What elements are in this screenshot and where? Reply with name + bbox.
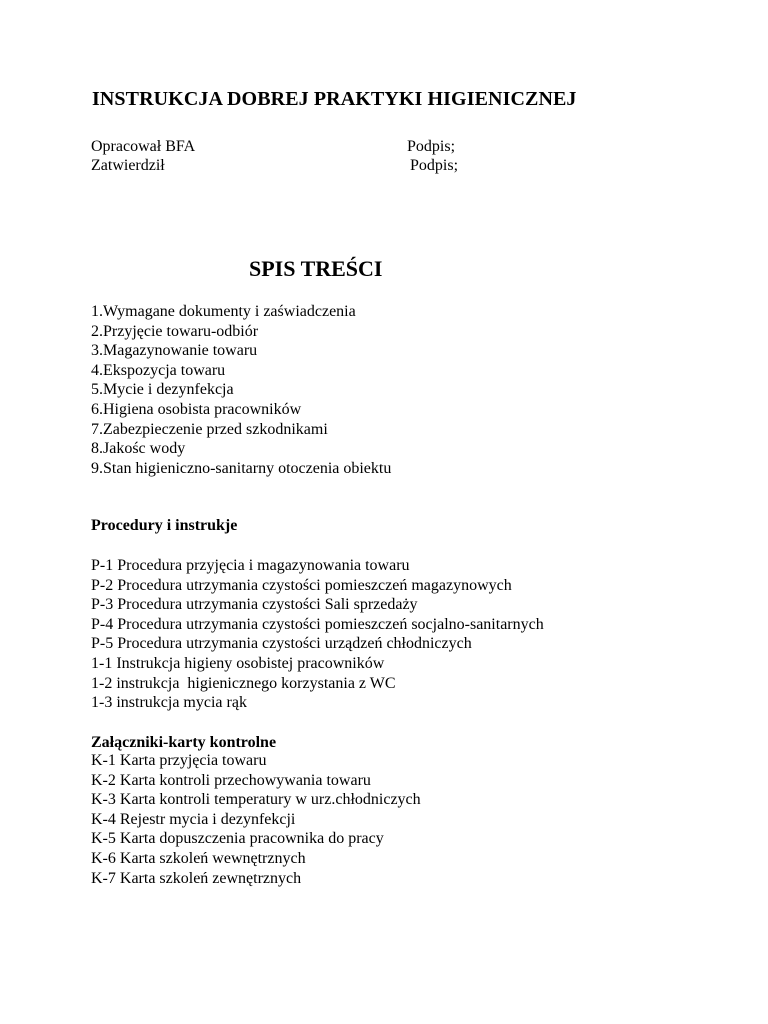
procedure-item: 1-1 Instrukcja higieny osobistej pracowników <box>91 654 385 672</box>
attachments-heading: Załączniki-karty kontrolne <box>91 734 277 751</box>
procedures-heading: Procedury i instrukje <box>91 517 238 534</box>
toc-item: 1.Wymagane dokumenty i zaświadczenia <box>91 303 356 320</box>
procedure-item: P-2 Procedura utrzymania czystości pomieszczeń magazynowych <box>91 576 512 594</box>
toc-item: 4.Ekspozycja towaru <box>91 361 226 379</box>
toc-item: 8.Jakośc wody <box>91 440 186 458</box>
procedure-item: 1-3 instrukcja mycia rąk <box>91 694 247 712</box>
toc-item: 7.Zabezpieczenie przed szkodnikami <box>91 420 328 438</box>
attachment-item: K-2 Karta kontroli przechowywania towaru <box>91 771 371 789</box>
toc-item: 2.Przyjęcie towaru-odbiór <box>91 322 259 340</box>
attachment-item: K-5 Karta dopuszczenia pracownika do pracy <box>91 830 384 848</box>
toc-title: SPIS TREŚCI <box>249 256 383 281</box>
signature-label-approved: Podpis; <box>410 157 459 174</box>
document-title: INSTRUKCJA DOBREJ PRAKTYKI HIGIENICZNEJ <box>92 88 577 110</box>
toc-item: 9.Stan higieniczno-sanitarny otoczenia obiektu <box>91 459 392 477</box>
prepared-by-label: Opracował BFA <box>91 138 196 155</box>
attachments-list <box>91 751 421 888</box>
procedures-list <box>91 556 544 713</box>
procedure-item: P-3 Procedura utrzymania czystości Sali sprzedaży <box>91 596 418 614</box>
procedure-item: P-4 Procedura utrzymania czystości pomieszczeń socjalno-sanitarnych <box>91 615 544 633</box>
attachment-item: K-3 Karta kontroli temperatury w urz.chłodniczych <box>91 791 421 809</box>
toc-item: 5.Mycie i dezynfekcja <box>91 381 234 399</box>
toc-item: 3.Magazynowanie towaru <box>91 342 258 360</box>
procedure-item: 1-2 instrukcja higienicznego korzystania z WC <box>91 674 396 692</box>
attachment-item: K-6 Karta szkoleń wewnętrznych <box>91 849 306 867</box>
toc-list <box>91 302 391 478</box>
approved-by-label: Zatwierdził <box>91 157 165 174</box>
attachment-item: K-1 Karta przyjęcia towaru <box>91 752 267 769</box>
signature-label-prepared: Podpis; <box>407 138 456 155</box>
toc-item: 6.Higiena osobista pracowników <box>91 400 302 418</box>
attachment-item: K-7 Karta szkoleń zewnętrznych <box>91 869 302 887</box>
procedure-item: P-5 Procedura utrzymania czystości urządzeń chłodniczych <box>91 635 472 653</box>
attachment-item: K-4 Rejestr mycia i dezynfekcji <box>91 810 296 828</box>
procedure-item: P-1 Procedura przyjęcia i magazynowania towaru <box>91 557 410 574</box>
